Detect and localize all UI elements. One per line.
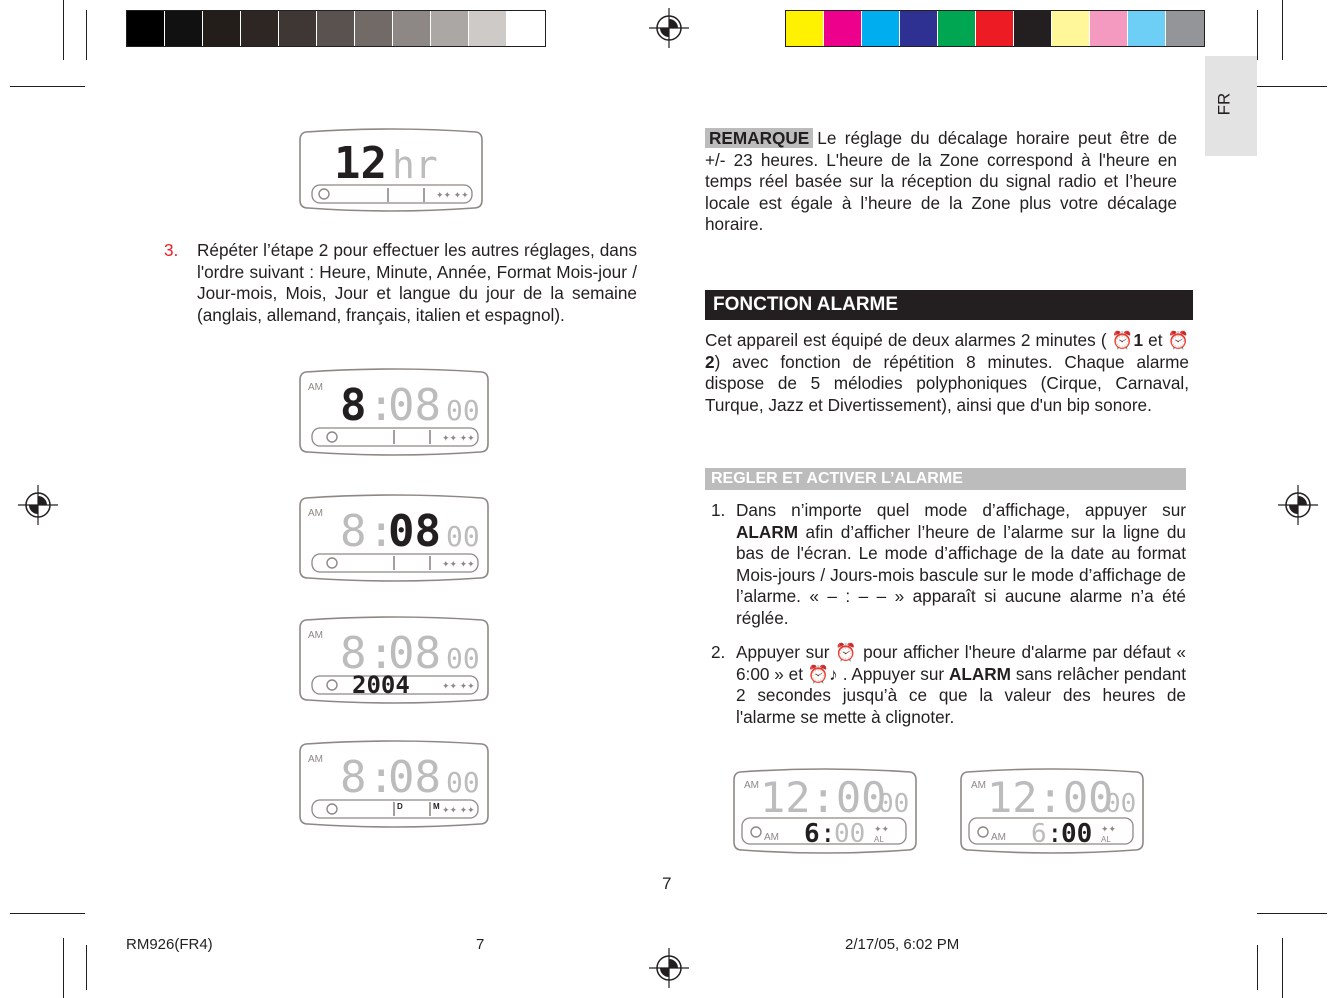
- svg-text::: :: [368, 752, 395, 803]
- svg-text:00: 00: [446, 520, 480, 553]
- svg-text:12:00: 12:00: [987, 773, 1114, 822]
- svg-text:8: 8: [340, 380, 367, 431]
- svg-text:00: 00: [446, 766, 480, 799]
- gray-swatch: [279, 11, 317, 46]
- svg-text:AL: AL: [1101, 835, 1111, 844]
- lcd-display-alarm-minute: [957, 768, 1147, 854]
- svg-text:AM: AM: [991, 832, 1006, 843]
- svg-text:✦✦ ✦✦: ✦✦ ✦✦: [442, 559, 475, 569]
- svg-text:6: 6: [1031, 819, 1047, 849]
- svg-text::: :: [820, 819, 836, 849]
- step-3-text: Répéter l’étape 2 pour effectuer les autres réglages, dans l'ordre suivant : Heure, Minute, Année, Format Mois-jour / Jour-mois, Mois, Jour et langue du jour de la semaine (anglais, allemand, français, italien et espagnol).: [197, 240, 637, 325]
- svg-text:8: 8: [340, 506, 367, 557]
- color-swatch: [824, 11, 862, 46]
- lcd-display-year-setting: [296, 616, 492, 704]
- remark-label: REMARQUE: [705, 128, 813, 148]
- lcd-display-hour-setting: [296, 368, 492, 456]
- svg-text:AM: AM: [744, 780, 759, 791]
- language-tab: [1205, 56, 1257, 156]
- svg-text:AM: AM: [764, 832, 779, 843]
- language-tab-label: FR: [1214, 92, 1234, 116]
- svg-text:AL: AL: [874, 835, 884, 844]
- svg-text::: :: [1047, 819, 1063, 849]
- svg-text:D: D: [397, 802, 403, 811]
- svg-text:AM: AM: [308, 754, 323, 765]
- gray-swatch: [241, 11, 279, 46]
- gray-swatch: [431, 11, 469, 46]
- registration-mark-icon: [649, 948, 689, 988]
- svg-text:08: 08: [388, 628, 441, 679]
- grayscale-color-bar: [126, 10, 546, 47]
- lcd-display-format-setting: [296, 740, 492, 828]
- svg-text:6: 6: [804, 819, 820, 849]
- gray-swatch: [203, 11, 241, 46]
- registration-mark-icon: [1278, 485, 1318, 525]
- footer-page: 7: [476, 936, 485, 953]
- color-swatch: [1128, 11, 1166, 46]
- svg-text:✦✦ ✦✦: ✦✦ ✦✦: [442, 805, 475, 815]
- svg-text:✦✦ ✦✦: ✦✦ ✦✦: [442, 681, 475, 691]
- svg-text:00: 00: [446, 642, 480, 675]
- color-swatch: [976, 11, 1014, 46]
- step-1-number: 1.: [711, 500, 726, 520]
- alarm-2-icon: ⏰2: [705, 330, 1190, 372]
- color-swatch: [900, 11, 938, 46]
- svg-text:00: 00: [834, 819, 866, 849]
- lcd-display-12hr: [296, 128, 486, 212]
- gray-swatch: [165, 11, 203, 46]
- svg-text:8: 8: [340, 752, 367, 803]
- lcd-12hr-digits: 12: [334, 138, 387, 189]
- process-color-bar: [785, 10, 1205, 47]
- svg-text:00: 00: [446, 394, 480, 427]
- svg-text:AM: AM: [308, 382, 323, 393]
- step-2-text: Appuyer sur ⏰ pour afficher l'heure d'alarme par défaut « 6:00 » et ⏰♪ . Appuyer sur ALARM sans relâcher pendant 2 secondes jusqu’à ce que la valeur des heures de l'alarme se mette à clignoter.: [736, 642, 1186, 727]
- gray-swatch: [355, 11, 393, 46]
- svg-text:08: 08: [388, 752, 441, 803]
- svg-text:00: 00: [878, 789, 910, 819]
- svg-text:08: 08: [388, 506, 441, 557]
- color-swatch: [938, 11, 976, 46]
- section-heading-alarm: FONCTION ALARME: [705, 290, 1193, 320]
- gray-swatch: [127, 11, 165, 46]
- svg-text:AM: AM: [308, 508, 323, 519]
- color-swatch: [1166, 11, 1204, 46]
- lcd-display-minute-setting: [296, 494, 492, 582]
- svg-text:12:00: 12:00: [760, 773, 887, 822]
- svg-text:✦✦ ✦✦: ✦✦ ✦✦: [442, 433, 475, 443]
- svg-text:AM: AM: [308, 630, 323, 641]
- lcd-12hr-suffix: hr: [392, 143, 438, 187]
- svg-text:00: 00: [1105, 789, 1137, 819]
- alarm-button-label: ALARM: [948, 663, 1011, 684]
- gray-swatch: [507, 11, 545, 46]
- alarm-button-label: ALARM: [736, 521, 799, 542]
- remark-text: Le réglage du décalage horaire peut être de +/- 23 heures. L'heure de la Zone correspond à l'heure en temps réel basée sur la réception du signal radio et l’heure locale est égale à l’heure de la Zone plus votre décalage horaire.: [705, 128, 1177, 234]
- lcd-year-value: 2004: [352, 671, 410, 699]
- step-1-text: Dans n’importe quel mode d’affichage, appuyer sur ALARM afin d’afficher l’heure de l’alarme sur la ligne du bas de l'écran. Le mode d’affichage de la date au format Mois-jours / Jours-mois bascule sur le mode d’affichage de l’alarme. « – : – – » apparaît si aucune alarme n’a été réglée.: [736, 500, 1186, 628]
- section-heading-set-alarm: REGLER ET ACTIVER L’ALARME: [705, 468, 1186, 490]
- color-swatch: [786, 11, 824, 46]
- alarm-1-icon: ⏰1: [1111, 330, 1144, 350]
- registration-mark-icon: [18, 485, 58, 525]
- svg-text:M: M: [433, 802, 440, 811]
- svg-text:✦✦: ✦✦: [1101, 824, 1117, 834]
- gray-swatch: [393, 11, 431, 46]
- color-swatch: [1014, 11, 1052, 46]
- alarm-intro-paragraph: Cet appareil est équipé de deux alarmes 2 minutes ( ⏰1 et ⏰2) avec fonction de répétition 8 minutes. Chaque alarme dispose de 5 mélodies polyphoniques (Cirque, Carnaval, Turque, Jazz et Divertissement), ainsi que d'un bip sonore.: [705, 330, 1190, 415]
- footer-datetime: 2/17/05, 6:02 PM: [845, 936, 960, 953]
- alarm-bell-icon: ⏰: [835, 642, 858, 662]
- step-2-number: 2.: [711, 642, 726, 662]
- page-number: 7: [662, 874, 672, 893]
- footer-file-name: RM926(FR4): [126, 936, 213, 953]
- color-swatch: [862, 11, 900, 46]
- svg-text:00: 00: [1061, 819, 1093, 849]
- color-swatch: [1090, 11, 1128, 46]
- registration-mark-icon: [649, 8, 689, 48]
- remark-paragraph: [705, 128, 1177, 236]
- svg-text:08: 08: [388, 380, 441, 431]
- svg-text:✦✦: ✦✦: [874, 824, 890, 834]
- svg-text::: :: [368, 628, 395, 679]
- svg-text:✦✦ ✦✦: ✦✦ ✦✦: [436, 190, 469, 200]
- step-3-number: 3.: [164, 240, 179, 260]
- gray-swatch: [469, 11, 507, 46]
- svg-text::: :: [368, 506, 395, 557]
- lcd-display-alarm-hour: [730, 768, 920, 854]
- alarm-melody-icon: ⏰♪: [807, 663, 838, 684]
- svg-text:8: 8: [340, 628, 367, 679]
- color-swatch: [1052, 11, 1090, 46]
- svg-text:AM: AM: [971, 780, 986, 791]
- svg-text::: :: [368, 380, 395, 431]
- gray-swatch: [317, 11, 355, 46]
